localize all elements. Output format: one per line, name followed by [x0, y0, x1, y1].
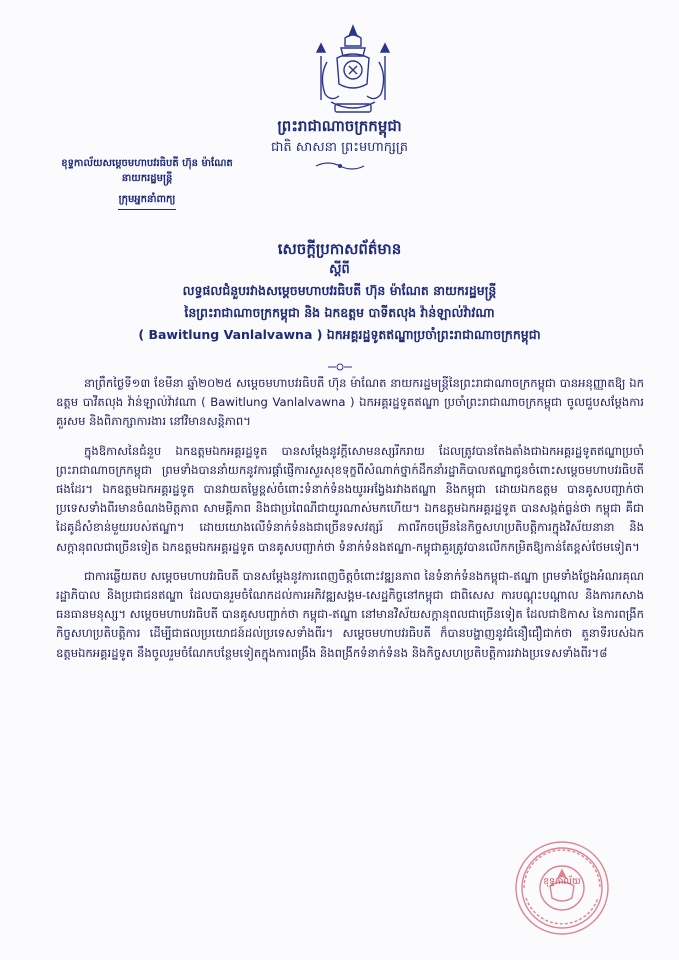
- motto-flourish-icon: [314, 160, 366, 172]
- title-line-2: ស្តីពី: [329, 262, 350, 277]
- royal-coat-of-arms-emblem: [305, 22, 401, 118]
- office-line-1: ខុទ្ទកាល័យសម្ដេចមហាបវរធិបតី ហ៊ុន ម៉ាណែត: [61, 158, 233, 169]
- office-underline: [118, 209, 176, 210]
- kingdom-name: ព្រះរាជាណាចក្រកម្ពុជា: [277, 117, 402, 135]
- document-title: [0, 238, 679, 346]
- title-line-3: លទ្ធផលជំនួបរវាងសម្តេចមហាបវរធិបតី ហ៊ុន ម៉ាណែត នាយករដ្ឋមន្ត្រី: [182, 283, 497, 298]
- paragraph-2: ក្នុងឱកាសនៃជំនួប ឯកឧត្តមឯកអគ្គរដ្ឋទូត បានសម្តែងនូវក្តីសោមនស្សរីករាយ ដែលត្រូវបានតែងតាំងជាឯកអគ្គរដ្ឋទូតឥណ្ឌាប្រចាំព្រះរាជាណាចក្រកម្ពុជា ព្រមទាំងបាននាំយកនូវការផ្តាំផ្ញើការសួរសុខទុក្ខពីសំណាក់ថ្នាក់ដឹកនាំរដ្ឋាភិបាលឥណ្ឌាជូនចំពោះសម្តេចមហាបវរធិបតី ផងដែរ។ ឯកឧត្តមឯកអគ្គរដ្ឋទូត បានវាយតម្លៃខ្ពស់ចំពោះទំនាក់ទំនងយូរអង្វែងរវាងឥណ្ឌា និងកម្ពុជា ដោយឯកឧត្តម បានគូសបញ្ជាក់ថា ប្រទេសទាំងពីរមានចំណងមិត្តភាព សាមគ្គីភាព និងជាប្រពៃណីជាយូរណាស់មកហើយ។ ឯកឧត្តមឯកអគ្គរដ្ឋទូត បានសង្កត់ធ្ងន់ថា កម្ពុជា គឺជាដៃគូដ៏សំខាន់មួយរបស់ឥណ្ឌា។ ដោយយោងលើទំនាក់ទំនងជាច្រើនទសវត្សរ៍ ភាពរីកចម្រើននៃកិច្ចសហប្រតិបត្តិការក្នុងវិស័យនានា និងសក្តានុពលជាច្រើនទៀត ឯកឧត្តមឯកអគ្គរដ្ឋទូត បានគូសបញ្ជាក់ថា ទំនាក់ទំនងឥណ្ឌា-កម្ពុជាគួរត្រូវបានលើកកម្រិតឱ្យកាន់តែខ្ពស់ថែមទៀត។: [56, 443, 644, 554]
- kingdom-header: [0, 116, 679, 158]
- document-body: [56, 374, 644, 673]
- office-line-2: នាយករដ្ឋមន្ត្រី: [121, 173, 173, 184]
- issuing-office: [22, 156, 272, 210]
- paragraph-3: ជាការឆ្លើយតប សម្តេចមហាបវរធិបតី បានសម្តែងនូវការពេញចិត្តចំពោះវឌ្ឍនភាព នៃទំនាក់ទំនងកម្ពុជា-ឥណ្ឌា ព្រមទាំងថ្លែងអំណរគុណរដ្ឋាភិបាល និងប្រជាជនឥណ្ឌា ដែលបានរួមចំណែកដល់ការអភិវឌ្ឍសង្គម-សេដ្ឋកិច្ចនៅកម្ពុជា ជាពិសេស ការបណ្តុះបណ្តាល និងការកសាងធនធានមនុស្ស។ សម្តេចមហាបវរធិបតី បានគូសបញ្ជាក់ថា កម្ពុជា-ឥណ្ឌា នៅមានវិស័យសក្តានុពលជាច្រើនទៀត ដែលជាឱកាស នៃការពង្រីកកិច្ចសហប្រតិបត្តិការ ដើម្បីជាផលប្រយោជន៍ដល់ប្រទេសទាំងពីរ។ សម្តេចមហាបវរធិបតី ក៏បានបង្ហាញនូវជំនឿជឿជាក់ថា តួនាទីរបស់ឯកឧត្តមឯកអគ្គរដ្ឋទូត នឹងចូលរួមចំណែកបន្ថែមទៀតក្នុងការពង្រឹង និងពង្រីកទំនាក់ទំនង និងកិច្ចសហប្រតិបត្តិការរវាងប្រទេសទាំងពីរ។៨: [56, 568, 644, 660]
- paragraph-1: នាព្រឹកថ្ងៃទី១៣ ខែមីនា ឆ្នាំ២០២៥ សម្តេចមហាបវរធិបតី ហ៊ុន ម៉ាណែត នាយករដ្ឋមន្ត្រីនៃព្រះរាជាណាចក្រកម្ពុជា បានអនុញ្ញាតឱ្យ ឯកឧត្តម បាវីតលុង វ៉ាន់ឡាល់វ៉ាវណា ( Bawitlung Vanlalvawna ) ឯកអគ្គរដ្ឋទូតឥណ្ឌា ប្រចាំព្រះរាជាណាចក្រកម្ពុជា ចូលជួបសម្តែងការគួរសម និងពិភាក្សាការងារ នៅវិមានសន្តិភាព។: [56, 376, 644, 429]
- title-ornament-icon: [326, 362, 354, 372]
- national-motto: ជាតិ សាសនា ព្រះមហាក្សត្រ: [271, 140, 408, 155]
- office-unit: ក្រុមអ្នកនាំពាក្យ: [118, 194, 176, 205]
- seal-label: ខុទ្ទកាល័យ: [543, 877, 581, 887]
- title-line-5: ( Bawitlung Vanlalvawna ) ឯកអគ្គរដ្ឋទូតឥណ្ឌាប្រចាំព្រះរាជាណាចក្រកម្ពុជា: [138, 327, 541, 342]
- title-line-1: សេចក្តីប្រកាសព័ត៌មាន: [277, 240, 402, 258]
- title-line-4: នៃព្រះរាជាណាចក្រកម្ពុជា និង ឯកឧត្តម បាទីតលុង វ៉ាន់ឡាល់វ៉ាវណា: [184, 305, 495, 320]
